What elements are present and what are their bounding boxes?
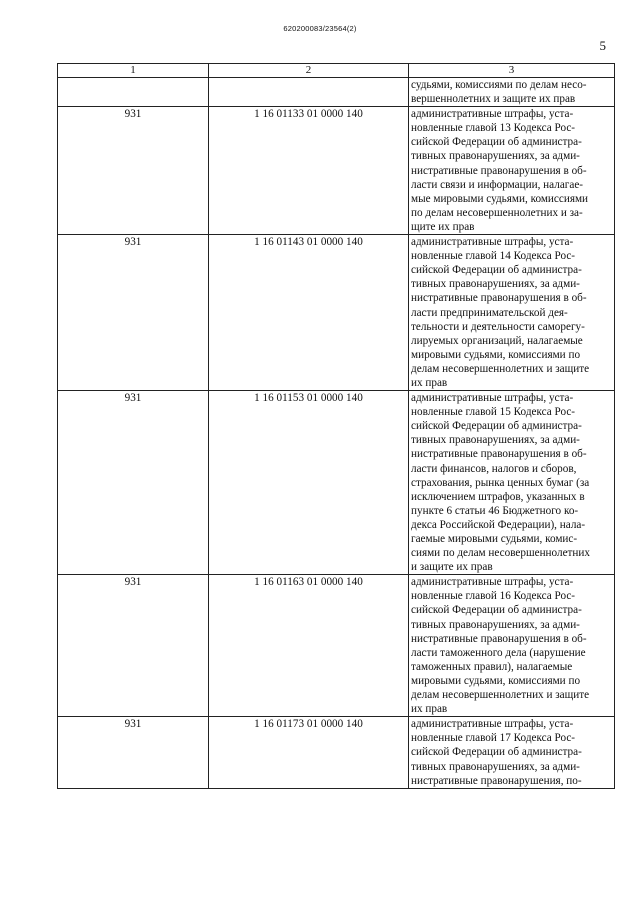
admin-code-cell: 931 — [58, 717, 209, 788]
description-line: мировыми судьями, комиссиями по — [411, 674, 581, 687]
description-line: нистративные правонарушения в об- — [411, 292, 587, 305]
continuation-description-cell — [409, 78, 615, 107]
description-line: тивных правонарушениях, за адми- — [411, 434, 580, 447]
description-line: новленные главой 14 Кодекса Рос- — [411, 250, 576, 263]
document-number: 620200083/23564(2) — [283, 24, 357, 33]
description-line: ласти таможенного дела (нарушение — [411, 646, 586, 659]
description-line: тельности и деятельности саморегу- — [411, 320, 585, 333]
table-row — [58, 107, 615, 235]
admin-code-cell: 931 — [58, 107, 209, 235]
description-line: мые мировыми судьями, комиссиями — [411, 192, 589, 205]
description-line: новленные главой 17 Кодекса Рос- — [411, 732, 576, 745]
description-line: административные штрафы, уста- — [411, 236, 574, 249]
description-line: административные штрафы, уста- — [411, 718, 574, 731]
description-line: административные штрафы, уста- — [411, 392, 574, 405]
description-line: административные штрафы, уста- — [411, 576, 574, 589]
description-line: вершеннолетних и защите их прав — [411, 93, 576, 106]
page-number: 5 — [599, 38, 606, 53]
column-header-2: 2 — [209, 64, 409, 78]
column-header-3: 3 — [409, 64, 615, 78]
description-line: сийской Федерации об администра- — [411, 420, 582, 433]
description-line: нистративные правонарушения в об- — [411, 164, 587, 177]
description-line: декса Российской Федерации), нала- — [411, 518, 586, 531]
description-line: их прав — [411, 703, 448, 716]
description-line: сиями по делам несовершеннолетних — [411, 547, 590, 560]
description-line: тивных правонарушениях, за адми- — [411, 618, 580, 631]
kbk-code-cell: 1 16 01143 01 0000 140 — [209, 235, 409, 391]
table-row — [58, 575, 615, 717]
continuation-kbk-cell — [209, 78, 409, 107]
description-line: нистративные правонарушения в об- — [411, 448, 587, 461]
kbk-code-cell: 1 16 01153 01 0000 140 — [209, 391, 409, 575]
description-line: ласти связи и информации, налагае- — [411, 178, 584, 191]
description-cell — [409, 717, 615, 788]
admin-code-cell: 931 — [58, 575, 209, 717]
description-line: исключением штрафов, указанных в — [411, 490, 585, 503]
description-line: и защите их прав — [411, 561, 493, 574]
description-line: тивных правонарушениях, за адми- — [411, 760, 580, 773]
continuation-code-cell — [58, 78, 209, 107]
kbk-code-cell: 1 16 01163 01 0000 140 — [209, 575, 409, 717]
description-line: нистративные правонарушения, по- — [411, 774, 582, 787]
description-line: их прав — [411, 376, 448, 389]
table-row — [58, 235, 615, 391]
table-header-row — [58, 64, 615, 78]
description-line: щите их прав — [411, 220, 475, 233]
kbk-code-cell: 1 16 01173 01 0000 140 — [209, 717, 409, 788]
description-line: сийской Федерации об администра- — [411, 264, 582, 277]
continuation-row — [58, 78, 615, 107]
table-row — [58, 717, 615, 788]
description-line: нистративные правонарушения в об- — [411, 632, 587, 645]
description-line: новленные главой 13 Кодекса Рос- — [411, 122, 576, 135]
fines-table — [57, 63, 615, 789]
description-line: по делам несовершеннолетних и за- — [411, 206, 583, 219]
description-line: гаемые мировыми судьями, комис- — [411, 533, 578, 545]
description-line: тивных правонарушениях, за адми- — [411, 150, 580, 163]
description-cell — [409, 391, 615, 575]
description-cell — [409, 107, 615, 235]
description-line: судьями, комиссиями по делам несо- — [411, 79, 587, 91]
description-line: делам несовершеннолетних и защите — [411, 362, 590, 375]
description-cell — [409, 235, 615, 391]
description-line: делам несовершеннолетних и защите — [411, 689, 590, 702]
description-line: тивных правонарушениях, за адми- — [411, 278, 580, 291]
admin-code-cell: 931 — [58, 391, 209, 575]
description-line: лируемых организаций, налагаемые — [411, 334, 583, 347]
table-row — [58, 391, 615, 575]
admin-code-cell: 931 — [58, 235, 209, 391]
column-header-1: 1 — [58, 64, 209, 78]
description-line: ласти предпринимательской дея- — [411, 306, 568, 319]
kbk-code-cell: 1 16 01133 01 0000 140 — [209, 107, 409, 235]
description-line: административные штрафы, уста- — [411, 108, 574, 121]
description-line: новленные главой 15 Кодекса Рос- — [411, 406, 576, 419]
description-line: страхования, рынка ценных бумаг (за — [411, 476, 590, 489]
description-line: ласти финансов, налогов и сборов, — [411, 462, 577, 475]
description-line: мировыми судьями, комиссиями по — [411, 348, 581, 361]
description-line: сийской Федерации об администра- — [411, 136, 582, 149]
description-cell — [409, 575, 615, 717]
description-line: сийской Федерации об администра- — [411, 604, 582, 617]
description-line: новленные главой 16 Кодекса Рос- — [411, 590, 576, 603]
description-line: сийской Федерации об администра- — [411, 746, 582, 759]
description-line: таможенных правил), налагаемые — [411, 660, 573, 673]
description-line: пункте 6 статьи 46 Бюджетного ко- — [411, 504, 579, 517]
